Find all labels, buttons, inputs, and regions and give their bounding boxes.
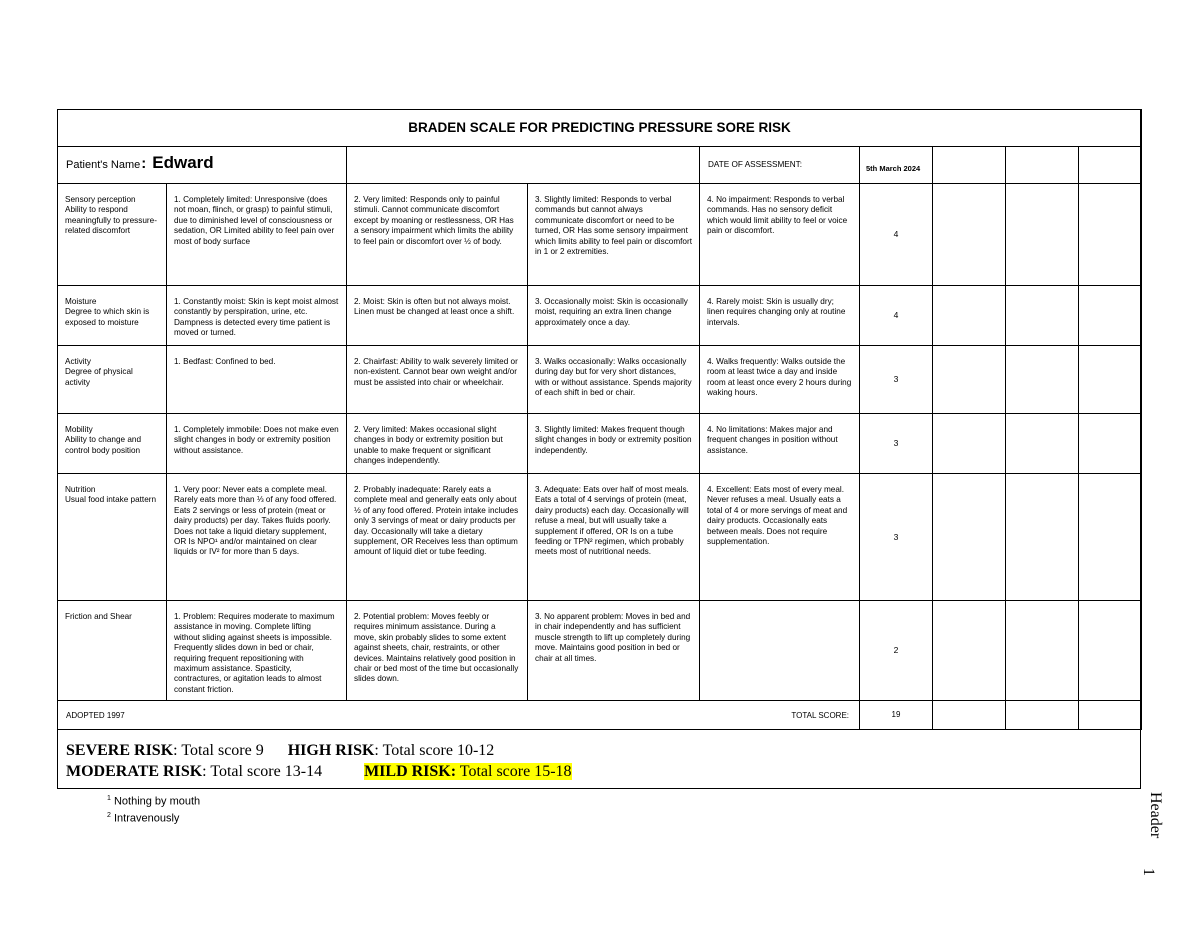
criteria-row	[58, 346, 1142, 414]
criterion-option-4[interactable]: 4. Excellent: Eats most of every meal. Never refuses a meal. Usually eats a total of 4 or more servings of meat and dairy products. Occasionally eats between meals. Does not require supplementation.	[700, 474, 860, 601]
total-empty-1[interactable]	[933, 701, 1006, 730]
criterion-option-3[interactable]: 3. Adequate: Eats over half of most meals. Eats a total of 4 servings of protein (meat, dairy products) each day. Occasionally will refuse a meal, but will usually take a supplement if offered, OR Is on a tube feeding or TPN² regimen, which probably meets most of nutritional needs.	[528, 474, 700, 601]
criterion-description: Degree of physical activity	[65, 367, 133, 387]
footnotes	[107, 792, 200, 825]
patient-name-cell	[58, 147, 347, 184]
risk-legend-line-2	[66, 761, 572, 782]
patient-blank-cell	[347, 147, 700, 184]
score-empty-1[interactable]	[933, 474, 1006, 601]
criterion-option-3[interactable]: 3. Slightly limited: Makes frequent though slight changes in body or extremity position independently.	[528, 414, 700, 474]
assessment-date-label: DATE OF ASSESSMENT:	[700, 147, 860, 184]
mild-risk-highlight	[364, 763, 571, 780]
criterion-cell	[58, 414, 167, 474]
patient-name-colon: :	[141, 155, 147, 173]
criterion-option-1[interactable]: 1. Constantly moist: Skin is kept moist almost constantly by perspiration, urine, etc. Dampness is detected every time patient is moved or turned.	[167, 286, 347, 346]
criterion-cell	[58, 601, 167, 701]
criterion-option-1[interactable]: 1. Problem: Requires moderate to maximum assistance in moving. Complete lifting without sliding against sheets is impossible. Frequently slides down in bed or chair, requiring frequent repositioning with maximum assistance. Spasticity, contractures, or agitation leads to almost constant friction.	[167, 601, 347, 701]
criterion-option-4[interactable]: 4. No limitations: Makes major and frequent changes in position without assistance.	[700, 414, 860, 474]
total-score-label: TOTAL SCORE:	[791, 711, 849, 720]
moderate-risk-text: : Total score 13-14	[202, 763, 323, 780]
criterion-cell	[58, 346, 167, 414]
criterion-cell	[58, 184, 167, 286]
criterion-option-4[interactable]	[700, 601, 860, 701]
criterion-option-3[interactable]: 3. Walks occasionally: Walks occasionally during day but for very short distances, with or without assistance. Spends majority of each shift in bed or chair.	[528, 346, 700, 414]
criterion-description: Ability to respond meaningfully to pressure-related discomfort	[65, 205, 157, 236]
criterion-option-1[interactable]: 1. Bedfast: Confined to bed.	[167, 346, 347, 414]
patient-row	[58, 147, 1142, 184]
patient-name-value[interactable]: Edward	[152, 153, 214, 173]
page-number: 1	[1140, 868, 1157, 876]
assessment-date-empty-2[interactable]	[1006, 147, 1079, 184]
criterion-option-3[interactable]: 3. No apparent problem: Moves in bed and in chair independently and has sufficient muscle strength to lift up completely during move. Maintains good position in bed or chair at all times.	[528, 601, 700, 701]
criterion-score[interactable]: 4	[860, 286, 933, 346]
criterion-option-2[interactable]: 2. Potential problem: Moves feebly or requires minimum assistance. During a move, skin probably slides to some extent against sheets, chair, restraints, or other devices. Maintains relatively good position in chair or bed most of the time but occasionally slides down.	[347, 601, 528, 701]
total-empty-3[interactable]	[1079, 701, 1142, 730]
total-row-text-cell	[58, 701, 860, 730]
criteria-row	[58, 286, 1142, 346]
criterion-name: Friction and Shear	[65, 612, 132, 621]
criterion-option-4[interactable]: 4. No impairment: Responds to verbal commands. Has no sensory deficit which would limit ability to feel or voice pain or discomfort.	[700, 184, 860, 286]
criterion-score[interactable]: 2	[860, 601, 933, 701]
criterion-option-3[interactable]: 3. Occasionally moist: Skin is occasionally moist, requiring an extra linen change approximately once a day.	[528, 286, 700, 346]
criterion-name: Nutrition	[65, 485, 96, 494]
score-empty-1[interactable]	[933, 286, 1006, 346]
criterion-name: Sensory perception	[65, 195, 136, 204]
criterion-description: Ability to change and control body position	[65, 435, 142, 455]
patient-name-label: Patient's Name	[66, 159, 141, 172]
score-empty-2[interactable]	[1006, 414, 1079, 474]
total-empty-2[interactable]	[1006, 701, 1079, 730]
footnote-1-text: Nothing by mouth	[110, 795, 201, 808]
score-empty-2[interactable]	[1006, 601, 1079, 701]
risk-legend-line-1	[66, 740, 572, 761]
criterion-option-4[interactable]: 4. Rarely moist: Skin is usually dry; linen requires changing only at routine intervals.	[700, 286, 860, 346]
footnote-1-mark: 1	[107, 795, 111, 802]
risk-legend	[66, 740, 572, 782]
criterion-score[interactable]: 4	[860, 184, 933, 286]
assessment-date-empty-1[interactable]	[933, 147, 1006, 184]
criterion-name: Mobility	[65, 425, 93, 434]
criterion-option-1[interactable]: 1. Completely limited: Unresponsive (does not moan, flinch, or grasp) to painful stimuli, due to diminished level of consciousness or sedation, OR Limited ability to feel pain over most of body surface	[167, 184, 347, 286]
score-empty-3[interactable]	[1079, 286, 1142, 346]
criterion-option-2[interactable]: 2. Moist: Skin is often but not always moist. Linen must be changed at least once a shift.	[347, 286, 528, 346]
total-score-value[interactable]: 19	[860, 701, 933, 730]
criterion-cell	[58, 286, 167, 346]
score-empty-2[interactable]	[1006, 474, 1079, 601]
table-title: BRADEN SCALE FOR PREDICTING PRESSURE SORE RISK	[58, 110, 1142, 147]
total-row	[58, 701, 1142, 730]
mild-risk-label: MILD RISK:	[364, 763, 457, 780]
assessment-date-empty-3[interactable]	[1079, 147, 1142, 184]
title-row	[58, 110, 1142, 147]
severe-risk-text: : Total score 9	[173, 742, 264, 759]
criterion-option-2[interactable]: 2. Chairfast: Ability to walk severely limited or non-existent. Cannot bear own weight and/or must be assisted into chair or wheelchair.	[347, 346, 528, 414]
score-empty-3[interactable]	[1079, 346, 1142, 414]
criterion-score[interactable]: 3	[860, 474, 933, 601]
score-empty-3[interactable]	[1079, 601, 1142, 701]
criterion-option-3[interactable]: 3. Slightly limited: Responds to verbal commands but cannot always communicate discomfort or need to be turned, OR Has some sensory impairment which limits ability to feel pain or discomfort in 1 or 2 extremities.	[528, 184, 700, 286]
adopted-label: ADOPTED 1997	[66, 711, 125, 720]
criterion-option-1[interactable]: 1. Very poor: Never eats a complete meal. Rarely eats more than ⅓ of any food offered. Eats 2 servings or less of protein (meat or dairy products) per day. Takes fluids poorly. Does not take a liquid dietary supplement, OR Is NPO¹ and/or maintained on clear liquids or IV² for more than 5 days.	[167, 474, 347, 601]
criterion-cell	[58, 474, 167, 601]
assessment-date-value[interactable]: 5th March 2024	[860, 147, 933, 184]
criteria-row	[58, 414, 1142, 474]
footnote-2-mark: 2	[107, 811, 111, 819]
criterion-option-2[interactable]: 2. Very limited: Responds only to painful stimuli. Cannot communicate discomfort except by moaning or restlessness, OR Has a sensory impairment which limits the ability to feel pain or discomfort over ½ of body.	[347, 184, 528, 286]
score-empty-2[interactable]	[1006, 184, 1079, 286]
criterion-score[interactable]: 3	[860, 346, 933, 414]
criteria-row	[58, 601, 1142, 701]
footnote-2	[107, 809, 200, 826]
criterion-description: Degree to which skin is exposed to moisture	[65, 307, 150, 327]
criteria-rows	[58, 184, 1142, 701]
score-empty-3[interactable]	[1079, 184, 1142, 286]
score-empty-1[interactable]	[933, 414, 1006, 474]
criterion-name: Moisture	[65, 297, 97, 306]
score-empty-3[interactable]	[1079, 474, 1142, 601]
moderate-risk-label: MODERATE RISK	[66, 763, 203, 780]
criterion-score[interactable]: 3	[860, 414, 933, 474]
footnote-1	[107, 792, 200, 809]
criteria-row	[58, 474, 1142, 601]
score-empty-1[interactable]	[933, 184, 1006, 286]
mild-risk-text: Total score 15-18	[456, 763, 572, 780]
severe-risk-label: SEVERE RISK	[66, 742, 174, 759]
score-empty-1[interactable]	[933, 346, 1006, 414]
criterion-option-1[interactable]: 1. Completely immobile: Does not make even slight changes in body or extremity position without assistance.	[167, 414, 347, 474]
side-header-text: Header	[1147, 792, 1164, 839]
criterion-option-2[interactable]: 2. Probably inadequate: Rarely eats a complete meal and generally eats only about ½ of any food offered. Protein intake includes only 3 servings of meat or dairy products per day. Occasionally will take a dietary supplement, OR Receives less than optimum amount of liquid diet or tube feeding.	[347, 474, 528, 601]
score-empty-1[interactable]	[933, 601, 1006, 701]
score-empty-3[interactable]	[1079, 414, 1142, 474]
criteria-row	[58, 184, 1142, 286]
score-empty-2[interactable]	[1006, 346, 1079, 414]
score-empty-2[interactable]	[1006, 286, 1079, 346]
criterion-option-4[interactable]: 4. Walks frequently: Walks outside the room at least twice a day and inside room at least once every 2 hours during waking hours.	[700, 346, 860, 414]
high-risk-label: HIGH RISK	[287, 742, 375, 759]
criterion-description: Usual food intake pattern	[65, 495, 157, 505]
high-risk-text: : Total score 10-12	[374, 742, 495, 759]
criterion-name: Activity	[65, 357, 91, 366]
footnote-2-text: Intravenously	[110, 812, 180, 825]
braden-scale-table	[57, 109, 1142, 730]
criterion-option-2[interactable]: 2. Very limited: Makes occasional slight changes in body or extremity position but unable to make frequent or significant changes independently.	[347, 414, 528, 474]
